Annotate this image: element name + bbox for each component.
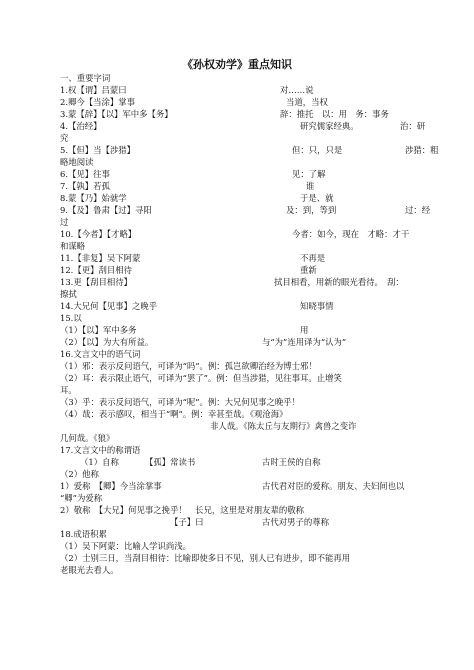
- text-line: （1）吴下阿蒙：比喻人学识尚浅。: [60, 541, 191, 551]
- text-line: 2.卿今【当涂】掌事: [60, 97, 135, 107]
- text-line: 4.【治经】: [60, 121, 102, 131]
- text-line: 5.【但】当【涉猎】: [60, 145, 135, 155]
- text-line: 古代君对臣的爱称。朋友、夫妇间也以: [262, 481, 405, 491]
- text-line: 一、重要字词: [60, 73, 111, 83]
- text-line: 于是、就: [300, 193, 334, 203]
- text-line: 1）爱称 【卿】今当涂掌事: [60, 481, 162, 491]
- text-line: 擦拭: [60, 289, 77, 299]
- text-line: 知晓事情: [300, 301, 334, 311]
- text-line: 当道，当权: [286, 97, 328, 107]
- text-line: 几何哉。《狼》: [60, 433, 115, 443]
- text-line: 用: [300, 325, 309, 335]
- text-line: 6.【见】往事: [60, 169, 110, 179]
- text-line: 及：到，等到: [286, 205, 337, 215]
- text-line: 17.文言文中的称谓语: [60, 445, 141, 455]
- text-line: 耳。: [60, 385, 77, 395]
- text-line: 15.以: [60, 313, 82, 323]
- text-line: 9.【及】鲁肃【过】寻阳: [60, 205, 152, 215]
- text-line: 老眼光去看人。: [60, 565, 119, 575]
- text-line: 18.成语积累: [60, 529, 107, 539]
- text-line: 和谋略: [60, 241, 86, 251]
- text-line: 过：经: [405, 205, 431, 215]
- text-line: 究: [60, 133, 69, 143]
- text-line: 辞：推托 以：用 务：事务: [280, 109, 389, 119]
- text-line: 11.【非复】吴下阿蒙: [60, 253, 141, 263]
- text-line: 1.权【谓】吕蒙曰: [60, 85, 127, 95]
- text-line: 涉猎：粗: [405, 145, 439, 155]
- text-line: 过: [60, 217, 69, 227]
- text-line: 重新: [300, 265, 317, 275]
- text-line: 12.【更】刮目相待: [60, 265, 132, 275]
- text-line: 古代对男子的尊称: [262, 517, 329, 527]
- text-line: “卿”为爱称: [60, 493, 103, 503]
- text-line: 治：研: [400, 121, 426, 131]
- text-line: （2）【以】为大有所益。: [60, 337, 154, 347]
- text-line: （2）士别三日，当刮目相待：比喻即使多日不见，别人已有进步，即不能再用: [60, 553, 351, 563]
- text-line: 8.蒙【乃】始就学: [60, 193, 127, 203]
- text-line: 不再是: [300, 253, 326, 263]
- text-line: 今者：如今，现在 才略：才干: [292, 229, 410, 239]
- text-line: 非人哉。《陈太丘与友期行》禽兽之变诈: [210, 421, 357, 431]
- text-line: 14.大兄何【见事】之晚乎: [60, 301, 158, 311]
- text-line: 见：了解: [292, 169, 326, 179]
- text-line: （2）他称: [60, 469, 99, 479]
- text-line: （1）自称: [80, 457, 119, 467]
- text-line: 与“为”连用译为“认为”: [262, 337, 347, 347]
- text-line: 2）敬称 【大兄】何见事之挽乎！ 长兄，这里是对朋友辈的敬称: [60, 505, 305, 515]
- text-line: 7.【孰】若孤: [60, 181, 110, 191]
- document-title: 《孙权劝学》重点知识: [182, 58, 292, 71]
- text-line: 3.蒙【辞】【以】军中多【务】: [60, 109, 173, 119]
- text-line: （1）邪：表示反问语气，可译为“吗”。例：孤岂欲卿治经为博士邪！: [60, 361, 317, 371]
- text-line: 对……说: [280, 85, 314, 95]
- text-line: 【孤】常读书: [145, 457, 196, 467]
- text-line: 16.文言文中的语气词: [60, 349, 141, 359]
- text-line: （3）乎：表示反问语气，可译为“呢”。例：大兄何见事之晚乎！: [60, 397, 301, 407]
- text-line: （4）哉：表示感叹，相当于“啊”。例：幸甚至哉。《观沧海》: [60, 409, 288, 419]
- text-line: （2）耳：表示限止语气，可译为“罢了”。例：但当涉猎，见往事耳。止增笑: [60, 373, 342, 383]
- text-line: 拭目相看，用新的眼光看待。 刮：: [274, 277, 404, 287]
- text-line: 古时王侯的自称: [262, 457, 321, 467]
- text-line: 10.【今者】【才略】: [60, 229, 137, 239]
- text-line: （1）【以】军中多务: [60, 325, 137, 335]
- text-line: 13.更【刮目相待】: [60, 277, 132, 287]
- text-line: 谁: [306, 181, 315, 191]
- text-line: 研究儒家经典。: [300, 121, 359, 131]
- text-line: 略地阅读: [60, 157, 94, 167]
- text-line: 【子】曰: [170, 517, 204, 527]
- text-line: 但：只，只是: [292, 145, 343, 155]
